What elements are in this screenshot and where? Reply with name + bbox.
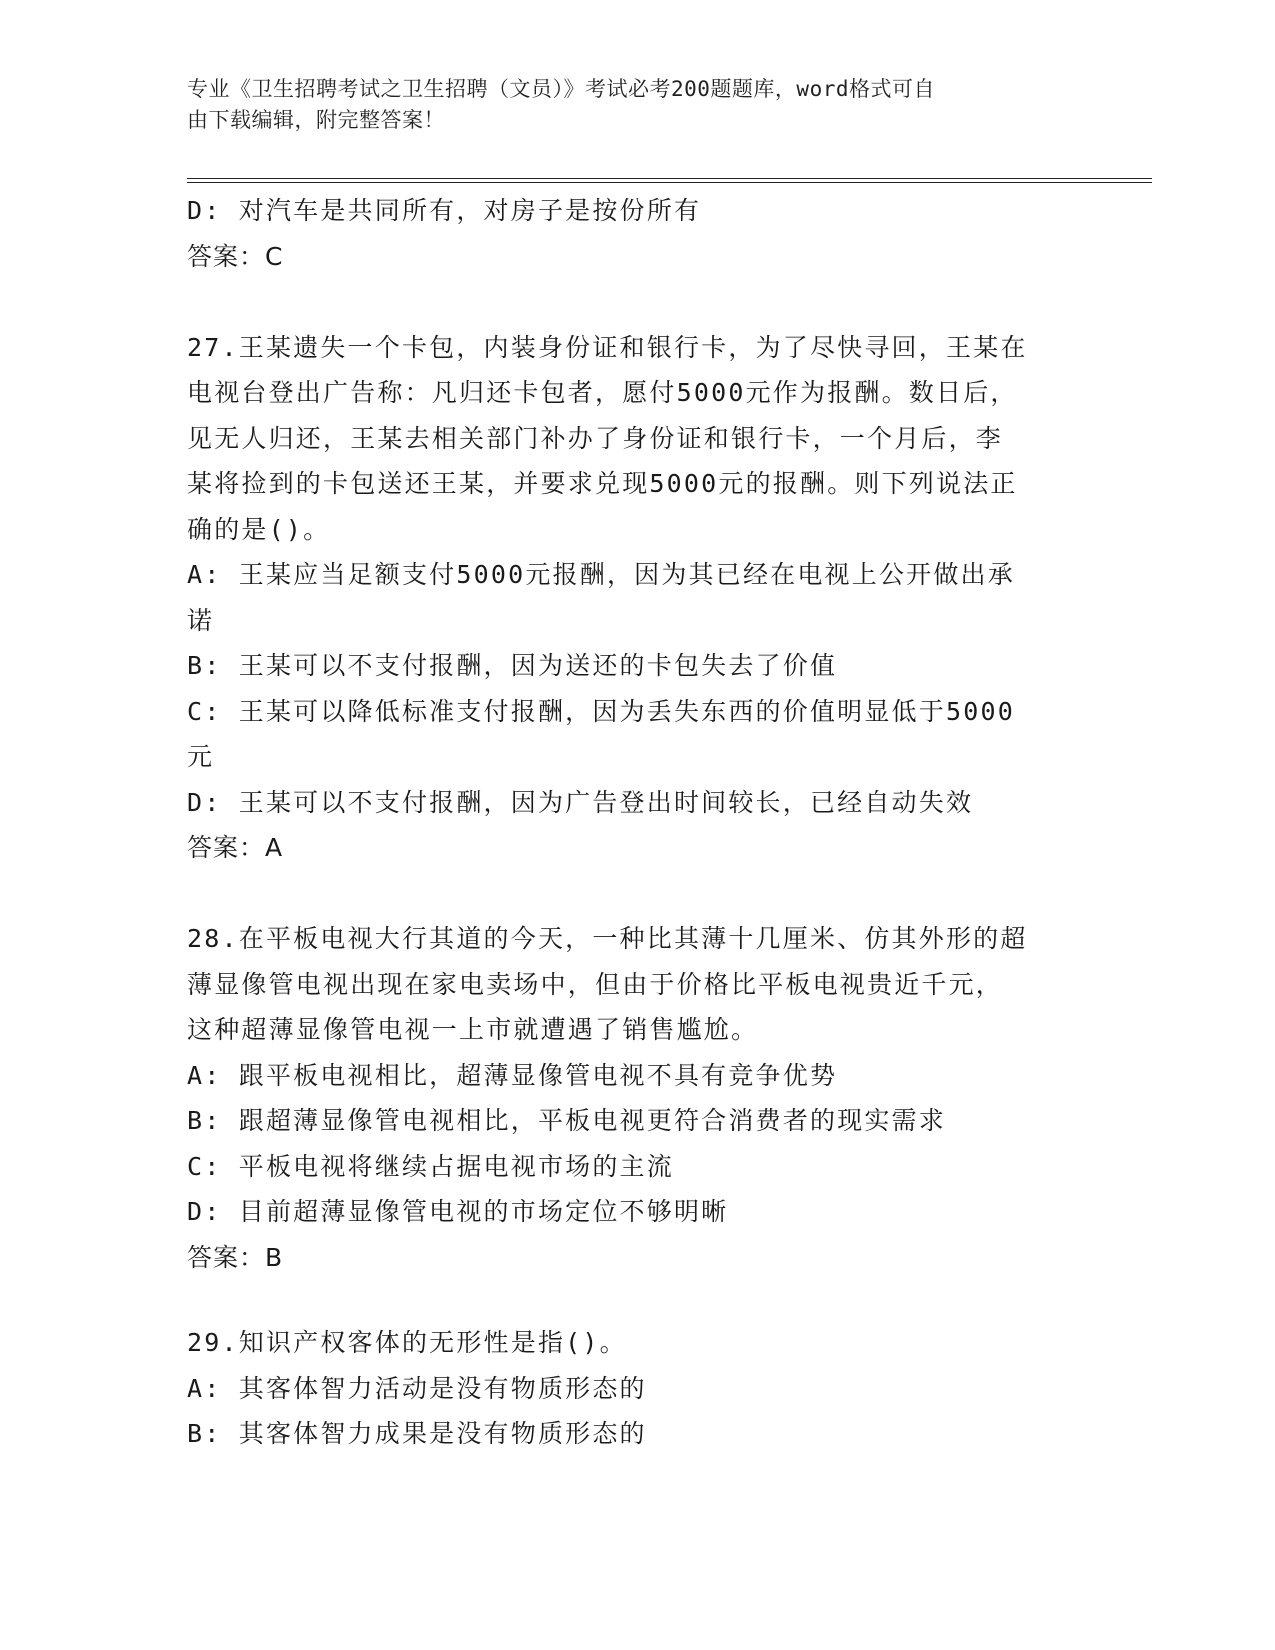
- spacer: [187, 279, 1087, 325]
- q27-option-c: C: 王某可以降低标准支付报酬，因为丢失东西的价值明显低于5000: [187, 696, 1015, 726]
- header-line-1: 专业《卫生招聘考试之卫生招聘（文员）》考试必考200题题库，word格式可自: [187, 77, 935, 101]
- q28-option-a: A: 跟平板电视相比，超薄显像管电视不具有竞争优势: [187, 1060, 838, 1090]
- q29-option-a: A: 其客体智力活动是没有物质形态的: [187, 1373, 647, 1403]
- question-29: [187, 1320, 1087, 1457]
- q27-stem-line: 确的是()。: [187, 514, 331, 544]
- question-27: [187, 325, 1087, 871]
- document-header: [187, 74, 1067, 136]
- prev-option-d: D: 对汽车是共同所有，对房子是按份所有: [187, 196, 702, 225]
- q28-option-d: D: 目前超薄显像管电视的市场定位不够明晰: [187, 1197, 729, 1226]
- header-divider-bottom: [187, 182, 1152, 183]
- header-divider-top: [187, 178, 1152, 179]
- q28-stem-line: 这种超薄显像管电视一上市就遭遇了销售尴尬。: [187, 1015, 759, 1044]
- q27-option-a-cont: 诺: [187, 605, 215, 635]
- question-28: [187, 916, 1087, 1280]
- q28-answer: 答案：B: [187, 1242, 284, 1272]
- q27-option-c-cont: 元: [187, 742, 215, 771]
- q27-stem-line: 某将捡到的卡包送还王某，并要求兑现5000元的报酬。则下列说法正: [187, 469, 1018, 498]
- q28-option-b: B: 跟超薄显像管电视相比，平板电视更符合消费者的现实需求: [187, 1106, 946, 1135]
- q27-option-d: D: 王某可以不支付报酬，因为广告登出时间较长，已经自动失效: [187, 787, 974, 817]
- q29-stem: 29.知识产权客体的无形性是指()。: [187, 1328, 627, 1357]
- q29-option-b: B: 其客体智力成果是没有物质形态的: [187, 1419, 647, 1448]
- q28-stem-line: 28.在平板电视大行其道的今天，一种比其薄十几厘米、仿其外形的超: [187, 924, 1028, 953]
- q28-stem-line: 薄显像管电视出现在家电卖场中，但由于价格比平板电视贵近千元，: [187, 969, 1004, 999]
- question-content: [187, 188, 1087, 1457]
- q27-answer: 答案：A: [187, 833, 284, 862]
- q27-stem-line: 27.王某遗失一个卡包，内装身份证和银行卡，为了尽快寻回，王某在: [187, 332, 1028, 362]
- q27-stem-line: 电视台登出广告称：凡归还卡包者，愿付5000元作为报酬。数日后，: [187, 378, 1018, 407]
- q27-stem-line: 见无人归还，王某去相关部门补办了身份证和银行卡，一个月后，李: [187, 423, 1004, 453]
- prev-answer: 答案：C: [187, 241, 284, 271]
- header-line-2: 由下载编辑，附完整答案！: [187, 108, 445, 132]
- q27-option-a: A: 王某应当足额支付5000元报酬，因为其已经在电视上公开做出承: [187, 560, 1015, 589]
- q27-option-b: B: 王某可以不支付报酬，因为送还的卡包失去了价值: [187, 651, 838, 680]
- spacer: [187, 871, 1087, 917]
- spacer: [187, 1280, 1087, 1320]
- q28-option-c: C: 平板电视将继续占据电视市场的主流: [187, 1151, 674, 1181]
